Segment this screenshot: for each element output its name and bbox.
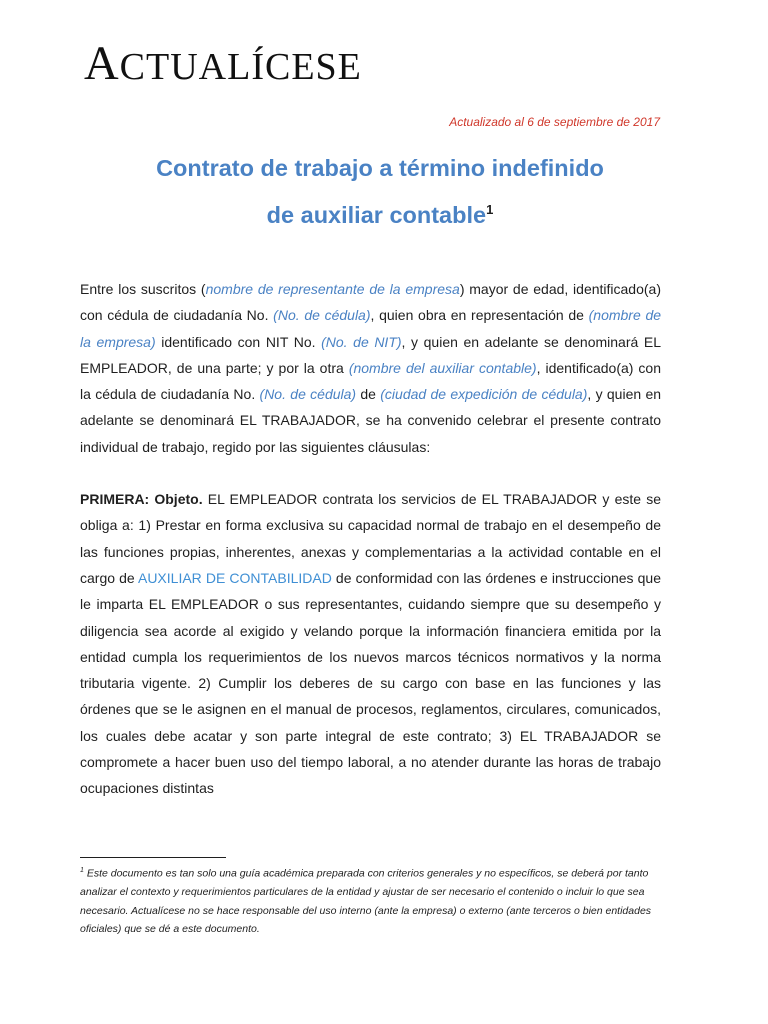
intro-text: de <box>356 386 381 403</box>
updated-date: Actualizado al 6 de septiembre de 2017 <box>449 115 660 129</box>
title-line-1: Contrato de trabajo a término indefinido <box>156 155 604 181</box>
document-title <box>80 145 680 239</box>
placeholder-assistant-id: (No. de cédula) <box>259 386 357 403</box>
document-body <box>80 276 661 828</box>
title-line-2 <box>80 192 680 239</box>
placeholder-representative-name: nombre de representante de la empresa <box>205 281 460 297</box>
clause-text: de conformidad con las órdenes e instrucciones que le imparta EL EMPLEADOR o sus representantes, cuidando siempre que su desempeño y diligencia sea acorde al exigido y velando porque la información financiera emitida por la entidad cumpla los requerimientos de los nuevos marcos técnicos normativos y la norma tributaria vigente. 2) Cumplir los deberes de su cargo con base en las funciones y las órdenes que se le asignen en el manual de procesos, reglamentos, circulares, comunicados, los cuales debe acatar y son parte integral de este contrato; 3) EL TRABAJADOR se compromete a hacer buen uso del tiempo laboral, a no atender durante las horas de trabajo ocupaciones distintas <box>80 569 661 797</box>
intro-text: Entre los suscritos ( <box>80 281 206 297</box>
placeholder-company-name: (nombre de la empresa) <box>80 307 662 350</box>
intro-text: identificado con NIT No. <box>155 333 322 350</box>
intro-text: , y quien en adelante se denominará EL EMPLEADOR, de una parte; y por la otra <box>80 333 662 376</box>
logo-initial: A <box>84 37 120 90</box>
placeholder-assistant-name: (nombre del auxiliar contable) <box>348 359 537 376</box>
actualicese-logo <box>84 37 362 90</box>
footnote-divider <box>80 857 226 858</box>
footnote-text: Este documento es tan solo una guía académica preparada con criterios generales y no específicos, se deberá por tanto analizar el contexto y requerimientos particulares de la entidad y ajustar de ser necesario el contenido o incluir lo que sea necesario. Actualícese no se hace responsable del uso interno (ante la empresa) o externo (ante terceros o bien entidades oficiales) que se dé a este documento. <box>80 867 652 935</box>
clause-text: EL EMPLEADOR contrata los servicios de EL TRABAJADOR y este se obliga a: 1) Prestar en forma exclusiva su capacidad normal de trabajo en el desempeño de las funciones propias, inherentes, anexas y complementarias a la actividad contable en el cargo de <box>80 491 661 586</box>
intro-paragraph <box>80 276 661 460</box>
clause-primera <box>80 486 661 802</box>
intro-text: , quien obra en representación de <box>370 307 589 324</box>
logo-rest: CTUALÍCESE <box>119 46 362 88</box>
intro-text: , identificado(a) con la cédula de ciudadanía No. <box>80 359 661 403</box>
placeholder-nit-number: (No. de NIT) <box>321 333 402 350</box>
placeholder-id-city: (ciudad de expedición de cédula) <box>380 386 588 403</box>
title-footnote-mark[interactable]: 1 <box>486 202 494 218</box>
job-role: AUXILIAR DE CONTABILIDAD <box>137 569 332 586</box>
intro-text: ) mayor de edad, identificado(a) con cédula de ciudadanía No. <box>80 281 661 324</box>
title-line-2-text: de auxiliar contable <box>266 202 487 228</box>
intro-text: , y quien en adelante se denominará EL TRABAJADOR, se ha convenido celebrar el presente contrato individual de trabajo, regido por las siguientes cláusulas: <box>80 386 662 455</box>
placeholder-id-number: (No. de cédula) <box>273 307 371 324</box>
footnote <box>80 862 665 939</box>
clause-heading: PRIMERA: Objeto. <box>80 491 203 508</box>
footnote-mark: 1 <box>80 867 84 874</box>
